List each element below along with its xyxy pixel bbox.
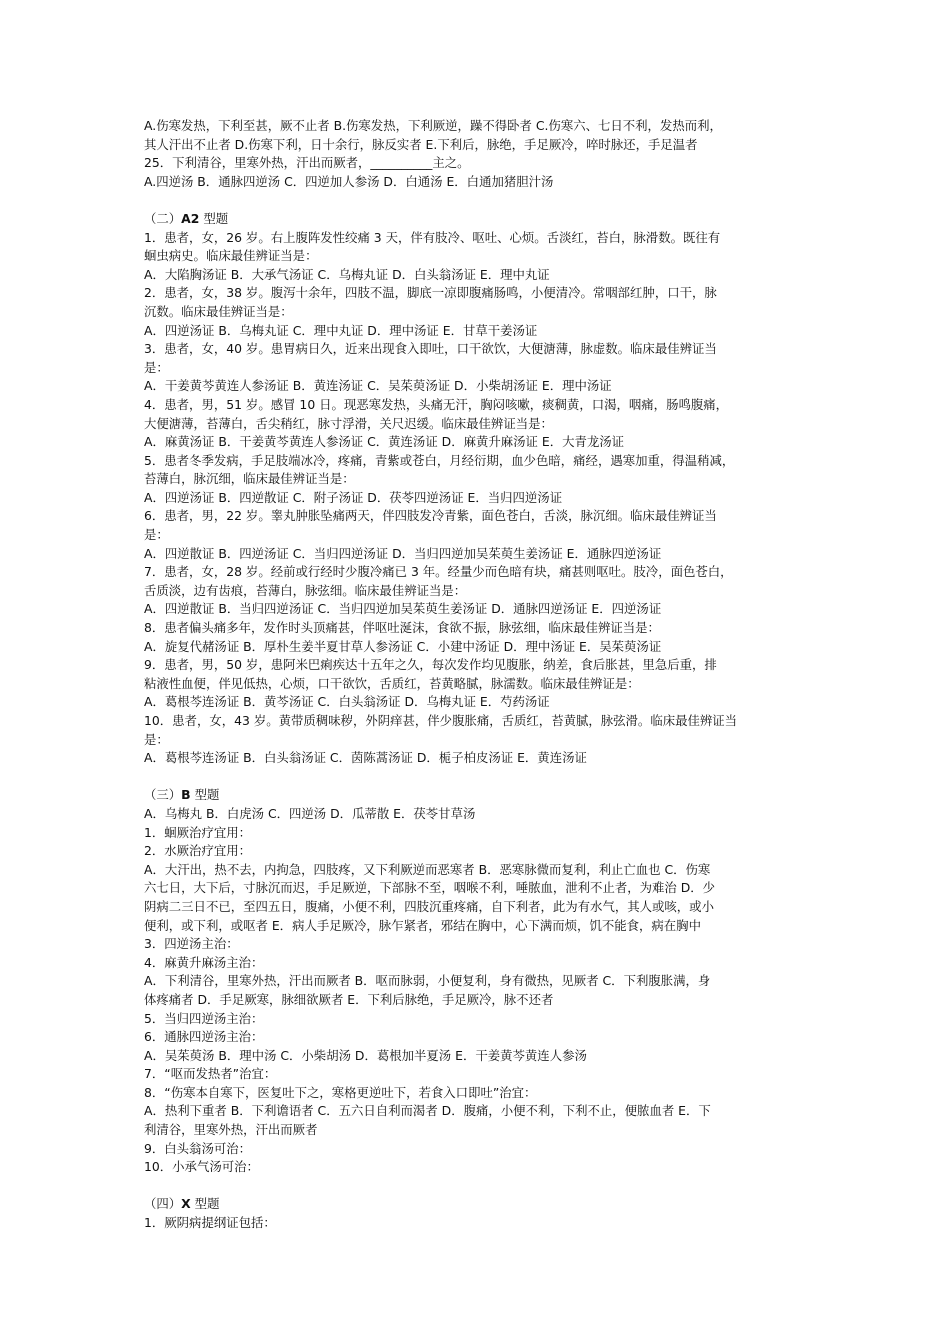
text-line: A．大陷胸汤证 B．大承气汤证 C．乌梅丸证 D．白头翁汤证 E．理中丸证 — [144, 266, 550, 282]
document-page — [144, 117, 812, 1233]
heading-prefix: （三） — [144, 787, 182, 803]
text-line: A．四逆散证 B．当归四逆汤证 C．当归四逆加吴茱萸生姜汤证 D．通脉四逆汤证 E．四逆汤证 — [144, 601, 662, 617]
text-line: 是： — [144, 527, 169, 543]
spacer — [144, 1177, 812, 1196]
heading-type: X — [181, 1196, 191, 1212]
text-line: A．四逆汤证 B．四逆散证 C．附子汤证 D．茯苓四逆汤证 E．当归四逆汤证 — [144, 489, 563, 505]
section-x — [144, 1195, 812, 1232]
spacer — [144, 768, 812, 787]
text-line: 7．患者，女，28 岁。经前或行经时少腹冷痛已 3 年。经量少而色暗有块，痛甚则呕吐。肢冷，面色苍白， — [144, 564, 733, 580]
text-line: 3．患者，女，40 岁。患胃病日久，近来出现食入即吐，口干欲饮，大便溏薄，脉虚数。临床最佳辨证当 — [144, 341, 717, 357]
text-line: 3．四逆汤主治： — [144, 936, 239, 952]
text-line: 沉数。临床最佳辨证当是： — [144, 303, 293, 319]
text-line: 2．水厥治疗宜用： — [144, 843, 252, 859]
text-line: 粘液性血便，伴见低热，心烦，口干欲饮，舌质红，苔黄略腻，脉濡数。临床最佳辨证是： — [144, 675, 640, 691]
text-line: 9．白头翁汤可治： — [144, 1140, 252, 1156]
text-line: 6．通脉四逆汤主治： — [144, 1029, 264, 1045]
text-line: 1．蛔厥治疗宜用： — [144, 824, 252, 840]
text-line: A．四逆散证 B．四逆汤证 C．当归四逆汤证 D．当归四逆加吴茱萸生姜汤证 E．通脉四逆汤证 — [144, 545, 662, 561]
text-line: 5．当归四逆汤主治： — [144, 1010, 264, 1026]
text-line: A．葛根芩连汤证 B．黄芩汤证 C．白头翁汤证 D．乌梅丸证 E．芍药汤证 — [144, 694, 550, 710]
section-a2 — [144, 210, 812, 768]
text-line: 大便溏薄，苔薄白，舌尖稍红，脉寸浮滑，关尺迟缓。临床最佳辨证当是： — [144, 415, 553, 431]
text-line: 4．患者，男，51 岁。感冒 10 日。现恶寒发热，头痛无汗，胸闷咳嗽，痰稠黄，口渴，咽痛，肠鸣腹痛， — [144, 396, 729, 412]
spacer — [144, 191, 812, 210]
text-line: 是： — [144, 359, 169, 375]
text-line: A．四逆汤证 B．乌梅丸证 C．理中丸证 D．理中汤证 E．甘草干姜汤证 — [144, 322, 538, 338]
section-b — [144, 786, 812, 1176]
text-line: A.伤寒发热，下利至甚，厥不止者 B.伤寒发热，下利厥逆，躁不得卧者 C.伤寒六、七日不利，发热而利， — [144, 118, 722, 133]
heading-type: B — [181, 787, 191, 803]
text-line: 1．厥阴病提纲证包括： — [144, 1215, 276, 1231]
section-heading-x — [144, 1195, 812, 1214]
text-line: 舌质淡，边有齿痕，苔薄白，脉弦细。临床最佳辨证当是： — [144, 582, 467, 598]
text-line: A．干姜黄芩黄连人参汤证 B．黄连汤证 C．吴茱萸汤证 D．小柴胡汤证 E．理中汤证 — [144, 378, 612, 394]
text-line: A．麻黄汤证 B．干姜黄芩黄连人参汤证 C．黄连汤证 D．麻黄升麻汤证 E．大青龙汤证 — [144, 434, 625, 450]
text-line: 六七日，大下后，寸脉沉而迟，手足厥逆，下部脉不至，咽喉不利，唾脓血，泄利不止者，为难治 D．少 — [144, 880, 716, 896]
text-line: 其人汗出不止者 D.伤寒下利，日十余行，脉反实者 E.下利后，脉绝，手足厥冷，啐时脉还，手足温者 — [144, 136, 698, 152]
top-options-block — [144, 117, 812, 191]
section-heading-b — [144, 786, 812, 805]
text-line: A．吴茱萸汤 B．理中汤 C．小柴胡汤 D．葛根加半夏汤 E．干姜黄芩黄连人参汤 — [144, 1047, 587, 1063]
text-line: 10．小承气汤可治： — [144, 1159, 259, 1175]
text-line: 蛔虫病史。临床最佳辨证当是： — [144, 248, 318, 264]
text-line: 苔薄白，脉沉细，临床最佳辨证当是： — [144, 471, 355, 487]
heading-type: A2 — [181, 210, 200, 226]
answer-options: A.四逆汤 B．通脉四逆汤 C．四逆加人参汤 D．白通汤 E．白通加猪胆汁汤 — [144, 173, 554, 189]
text-line: A．乌梅丸 B．白虎汤 C．四逆汤 D．瓜蒂散 E．茯苓甘草汤 — [144, 805, 476, 821]
text-line: 体疼痛者 D．手足厥寒，脉细欲厥者 E．下利后脉绝，手足厥冷，脉不还者 — [144, 991, 554, 1007]
heading-suffix: 型题 — [190, 1196, 220, 1212]
text-line: 8．患者偏头痛多年，发作时头顶痛甚，伴呕吐涎沫，食欲不振，脉弦细，临床最佳辨证当是： — [144, 620, 660, 636]
section-heading-a2 — [144, 210, 812, 229]
text-line: 6．患者，男，22 岁。睾丸肿胀坠痛两天，伴四肢发冷青紫，面色苍白，舌淡，脉沉细。临床最佳辨证当 — [144, 508, 717, 524]
heading-prefix: （四） — [144, 1196, 182, 1212]
text-line: 是： — [144, 731, 169, 747]
text-line: 9．患者，男，50 岁，患阿米巴痢疾达十五年之久，每次发作均见腹胀，纳差，食后胀甚，里急后重，排 — [144, 657, 717, 673]
text-line: 5．患者冬季发病，手足肢端冰冷，疼痛，青紫或苍白，月经衍期，血少色暗，痛经，遇寒加重，得温稍减， — [144, 452, 735, 468]
text-line: A．热利下重者 B．下利谵语者 C．五六日自利而渴者 D．腹痛，小便不利，下利不止，便脓血者 E．下 — [144, 1103, 711, 1119]
text-line: A．旋复代赭汤证 B．厚朴生姜半夏甘草人参汤证 C．小建中汤证 D．理中汤证 E．吴茱萸汤证 — [144, 638, 662, 654]
heading-prefix: （二） — [144, 210, 182, 226]
text-line: 利清谷，里寒外热，汗出而厥者 — [144, 1122, 318, 1138]
text-line: A．葛根芩连汤证 B．白头翁汤证 C．茵陈蒿汤证 D．栀子柏皮汤证 E．黄连汤证 — [144, 750, 587, 766]
text-line: 4．麻黄升麻汤主治： — [144, 954, 264, 970]
text-line: 1．患者，女，26 岁。右上腹阵发性绞痛 3 天，伴有肢冷、呕吐、心烦。舌淡红，苔白，脉滑数。既往有 — [144, 229, 721, 245]
question-25: 25．下利清谷，里寒外热，汗出而厥者，__________主之。 — [144, 155, 470, 171]
text-line: 8．“伤寒本自寒下，医复吐下之，寒格更逆吐下，若食入口即吐”治宜： — [144, 1084, 537, 1100]
text-line: 便利，或下利，或呕者 E．病人手足厥冷，脉乍紧者，邪结在胸中，心下满而烦，饥不能食，病在胸中 — [144, 917, 701, 933]
heading-suffix: 型题 — [199, 210, 229, 226]
heading-suffix: 型题 — [190, 787, 220, 803]
text-line: 7．“呕而发热者”治宜： — [144, 1066, 277, 1082]
text-line: A．大汗出，热不去，内拘急，四肢疼，又下利厥逆而恶寒者 B．恶寒脉微而复利，利止亡血也 C．伤寒 — [144, 861, 711, 877]
text-line: 10．患者，女，43 岁。黄带质稠味秽，外阴痒甚，伴少腹胀痛，舌质红，苔黄腻，脉弦滑。临床最佳辨证当 — [144, 713, 738, 728]
text-line: 阴病二三日不已，至四五日，腹痛，小便不利，四肢沉重疼痛，自下利者，此为有水气，其人或咳，或小 — [144, 898, 714, 914]
text-line: A．下利清谷，里寒外热，汗出而厥者 B．呕而脉弱，小便复利，身有微热，见厥者 C．下利腹胀满，身 — [144, 973, 711, 989]
text-line: 2．患者，女，38 岁。腹泻十余年，四肢不温，脚底一凉即腹痛肠鸣，小便清冷。常咽部红肿，口干，脉 — [144, 285, 717, 301]
